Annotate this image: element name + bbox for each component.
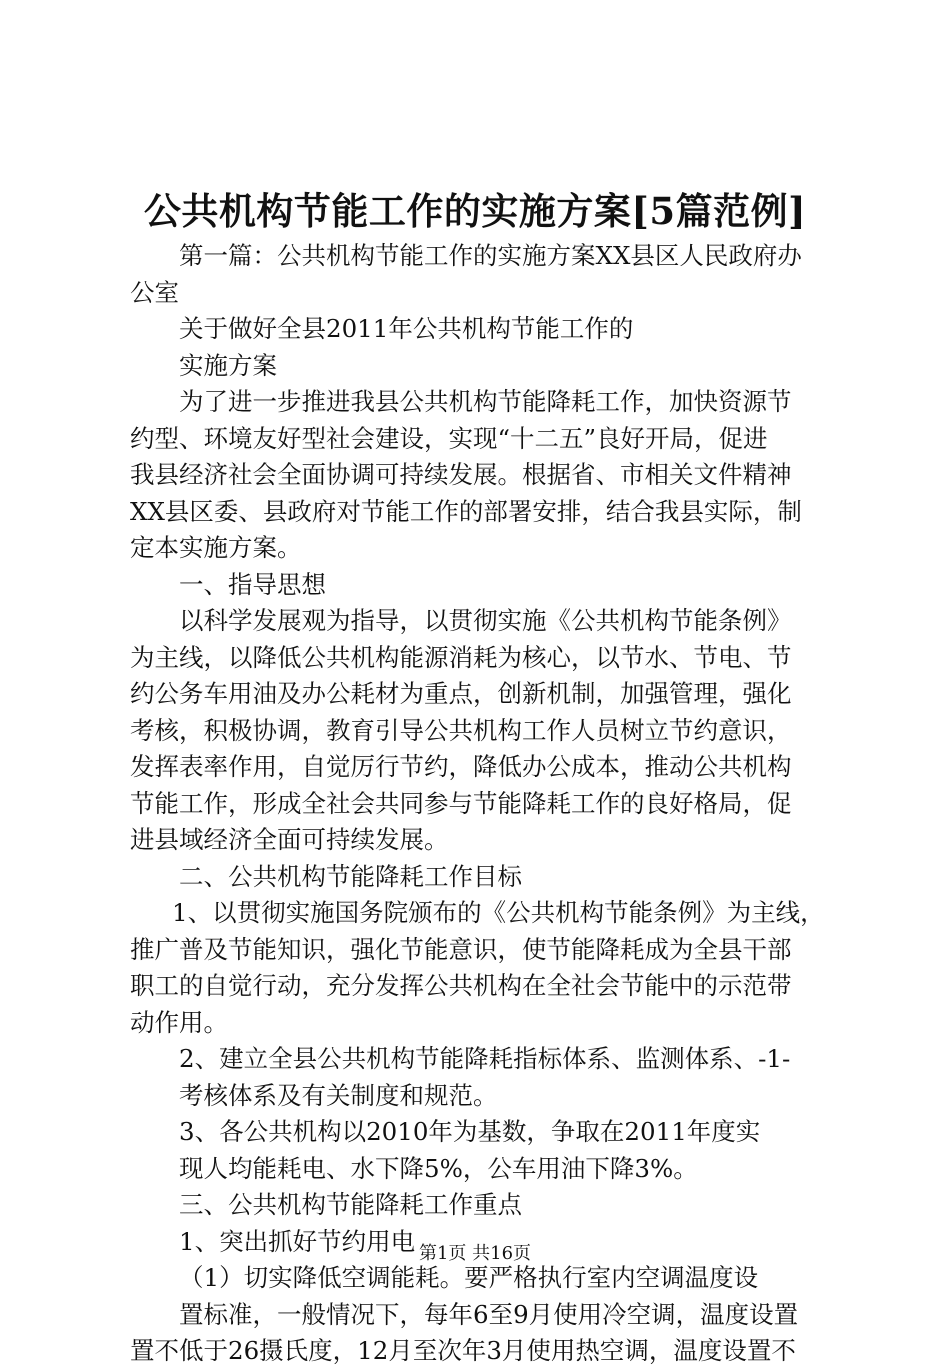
text-line: 以科学发展观为指导，以贯彻实施《公共机构节能条例》 [179,606,792,635]
section-heading: 三、公共机构节能降耗工作重点 [179,1190,522,1219]
text-line: 发挥表率作用，自觉厉行节约，降低办公成本，推动公共机构 [130,752,792,781]
document-title: 公共机构节能工作的实施方案[5篇范例] [143,189,807,233]
document-body [130,238,830,1370]
text-line: 推广普及节能知识，强化节能意识，使节能降耗成为全县干部 [130,934,792,964]
text-line: 职工的自觉行动，充分发挥公共机构在全社会节能中的示范带 [130,971,792,1000]
text-line: 进县域经济全面可持续发展。 [130,825,449,854]
text-line: 置不低于26摄氏度，12月至次年3月使用热空调，温度设置不 [130,1336,796,1365]
text-line: 考核，积极协调，教育引导公共机构工作人员树立节约意识， [130,715,792,745]
text-line: 考核体系及有关制度和规范。 [179,1080,498,1110]
text-line: 3、各公共机构以2010年为基数，争取在2011年度实 [179,1117,761,1146]
section-heading: 一、指导思想 [179,569,326,599]
text-line: 实施方案 [179,350,277,380]
section-heading: 二、公共机构节能降耗工作目标 [179,861,522,891]
text-line: 动作用。 [130,1007,228,1037]
text-line: 公室 [130,277,179,307]
text-line: 为主线，以降低公共机构能源消耗为核心，以节水、节电、节 [130,642,792,672]
text-line: 约公务车用油及办公耗材为重点，创新机制，加强管理，强化 [130,679,792,708]
text-line: 现人均能耗电、水下降5%，公车用油下降3%。 [179,1153,698,1183]
text-line: 1、以贯彻实施国务院颁布的《公共机构节能条例》为主线， [172,898,825,927]
text-line: 第一篇：公共机构节能工作的实施方案XX县区人民政府办 [179,241,802,270]
text-line: 定本实施方案。 [130,533,302,562]
text-line: 节能工作，形成全社会共同参与节能降耗工作的良好格局，促 [130,788,792,818]
text-line: 我县经济社会全面协调可持续发展。根据省、市相关文件精神 [130,460,792,489]
text-line: 1、突出抓好节约用电 [179,1226,416,1256]
text-line: 置标准，一般情况下，每年6至9月使用冷空调，温度设置 [179,1299,799,1329]
text-line: XX县区委、县政府对节能工作的部署安排，结合我县实际，制 [130,496,802,526]
page-footer: 第1页 共16页 [418,1243,532,1264]
text-line: 2、建立全县公共机构节能降耗指标体系、监测体系、-1- [179,1044,791,1073]
text-line: 为了进一步推进我县公共机构节能降耗工作，加快资源节 [179,387,792,416]
text-line: 约型、环境友好型社会建设，实现“十二五”良好开局，促进 [130,423,768,453]
text-line: （1）切实降低空调能耗。要严格执行室内空调温度设 [179,1263,759,1292]
text-line: 关于做好全县2011年公共机构节能工作的 [179,314,634,343]
